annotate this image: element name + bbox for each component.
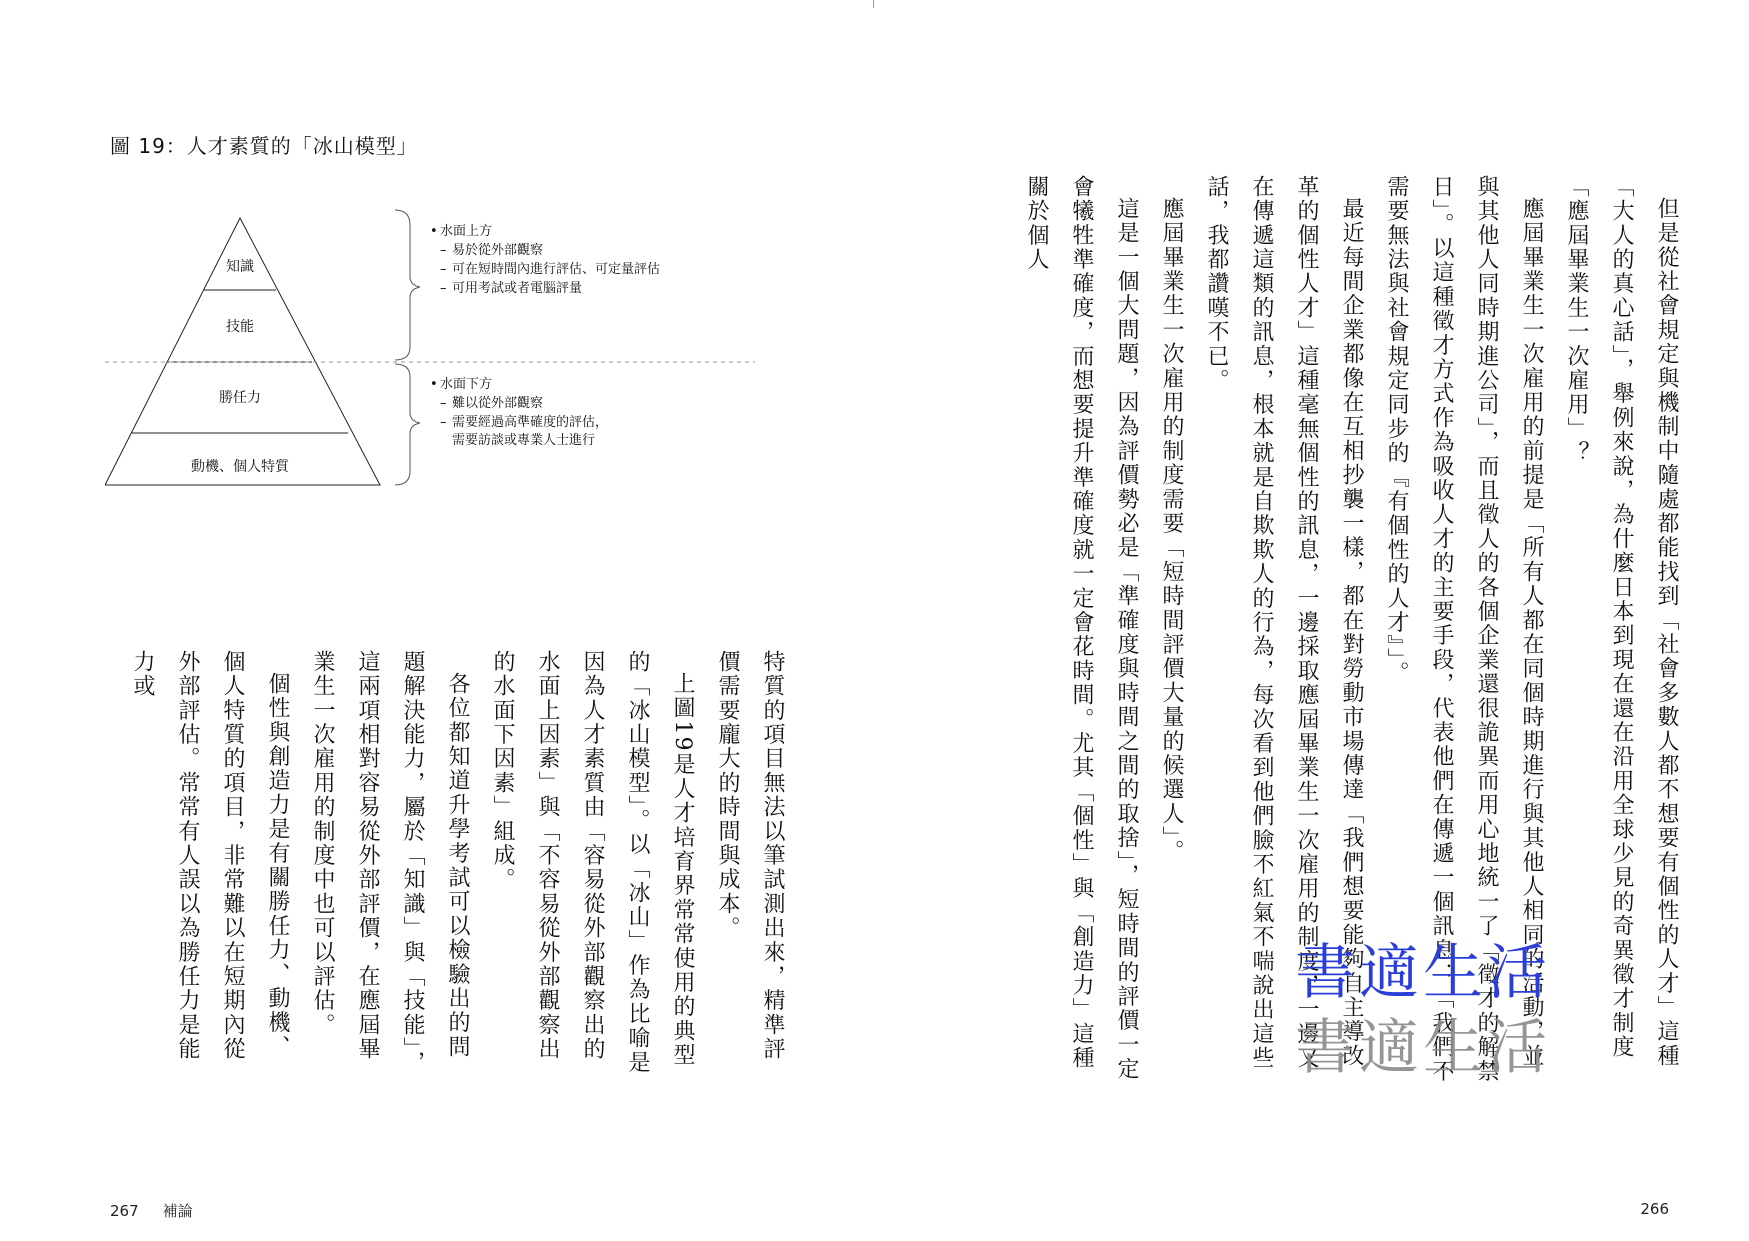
- iceberg-diagram: [105, 205, 755, 505]
- paragraph: 這是一個大問題，因為評價勢必是「準確度與時間之間的取捨」，短時間的評價一定會犧牲準確度，而想要提升準確度就一定會花時間。尤其「個性」與「創造力」這種關於個人: [1024, 175, 1139, 1082]
- page-number: 266: [1640, 1200, 1669, 1218]
- paragraph: 各位都知道升學考試可以檢驗出的問題解決能力，屬於「知識」與「技能」，這兩項相對容易從外部評價，在應屆畢業生一次雇用的制度中也可以評估。: [310, 650, 470, 1075]
- note-item: 需要訪談或專業人士進行: [452, 433, 596, 448]
- crop-mark: [873, 0, 874, 8]
- paragraph: 但是從社會規定與機制中隨處都能找到「社會多數人都不想要有個性的人才」這種「大人的真心話」，舉例來說，為什麼日本到現在還在沿用全球少見的奇異徵才制度「應屆畢業生一次雇用」？: [1564, 175, 1679, 1069]
- level-label: 技能: [226, 319, 254, 335]
- note-dash: –: [440, 396, 447, 411]
- note-dash: –: [440, 262, 447, 277]
- note-dash: –: [440, 415, 447, 430]
- figure-title: 圖 19：人才素質的「冰山模型」: [110, 134, 418, 158]
- paragraph: 應屆畢業生一次雇用的制度需要「短時間評價大量的候選人」。: [1159, 197, 1184, 864]
- level-label: 知識: [226, 259, 254, 275]
- note-heading-above: 水面上方: [440, 224, 493, 239]
- page-number: 267: [110, 1202, 139, 1220]
- level-label: 動機、個人特質: [191, 459, 289, 475]
- watermark-grey: 書適生活: [1295, 1013, 1551, 1083]
- left-page-body: [120, 650, 795, 1075]
- paragraph: 特質的項目無法以筆試測出來，精準評價需要龐大的時間與成本。: [715, 650, 785, 1062]
- note-bullet: •: [430, 224, 438, 239]
- paragraph: 應屆畢業生一次雇用的前提是「所有人都在同個時期進行與其他人相同的活動，並與其他人同時期進公司」，而且徵人的各個企業還很詭異而用心地統一了「徵才的解禁日」。以這種徵才方式作為吸收人才的主要手段，代表他們在傳遞一個訊息：「我們不需要無法與社會規定同步的『有個性的人才』」。: [1384, 175, 1544, 1084]
- note-item: 需要經過高準確度的評估，: [452, 415, 609, 430]
- note-item: 難以從外部觀察: [452, 396, 544, 411]
- iceberg-figure: [105, 205, 755, 509]
- note-dash: –: [440, 243, 447, 258]
- page-footer-left: [110, 1200, 193, 1221]
- note-item: 可在短時間內進行評估、可定量評估: [452, 262, 661, 277]
- note-bullet: •: [430, 377, 438, 392]
- brace-above: [395, 210, 420, 360]
- note-heading-below: 水面下方: [440, 377, 493, 392]
- watermark-blue: 書適生活: [1295, 938, 1551, 1008]
- section-label: 補論: [162, 1202, 193, 1220]
- note-item: 可用考試或者電腦評量: [452, 281, 583, 296]
- paragraph: 個性與創造力是有關勝任力、動機、個人特質的項目，非常難以在短期內從外部評估。常常有人誤以為勝任力是能力或: [130, 650, 290, 1062]
- brace-below: [395, 364, 420, 485]
- note-item: 易於從外部觀察: [452, 243, 544, 258]
- page-footer-right: [1640, 1200, 1669, 1218]
- paragraph: 上圖19是人才培育界常常使用的典型的「冰山模型」。以「冰山」作為比喻是因為人才素質由「容易從外部觀察出的水面上因素」與「不容易從外部觀察出的水面下因素」組成。: [490, 650, 695, 1075]
- note-dash: –: [440, 281, 447, 296]
- paragraph: 最近每間企業都像在互相抄襲一樣，都在對勞動市場傳達「我們想要能夠自主導改革的個性人才」這種毫無個性的訊息，一邊採取應屆畢業生一次雇用的制度，一邊又在傳遞這類的訊息，根本就是自欺欺人的行為，每次看到他們臉不紅氣不喘說出這些話，我都讚嘆不已。: [1204, 175, 1364, 1071]
- level-label: 勝任力: [219, 390, 261, 406]
